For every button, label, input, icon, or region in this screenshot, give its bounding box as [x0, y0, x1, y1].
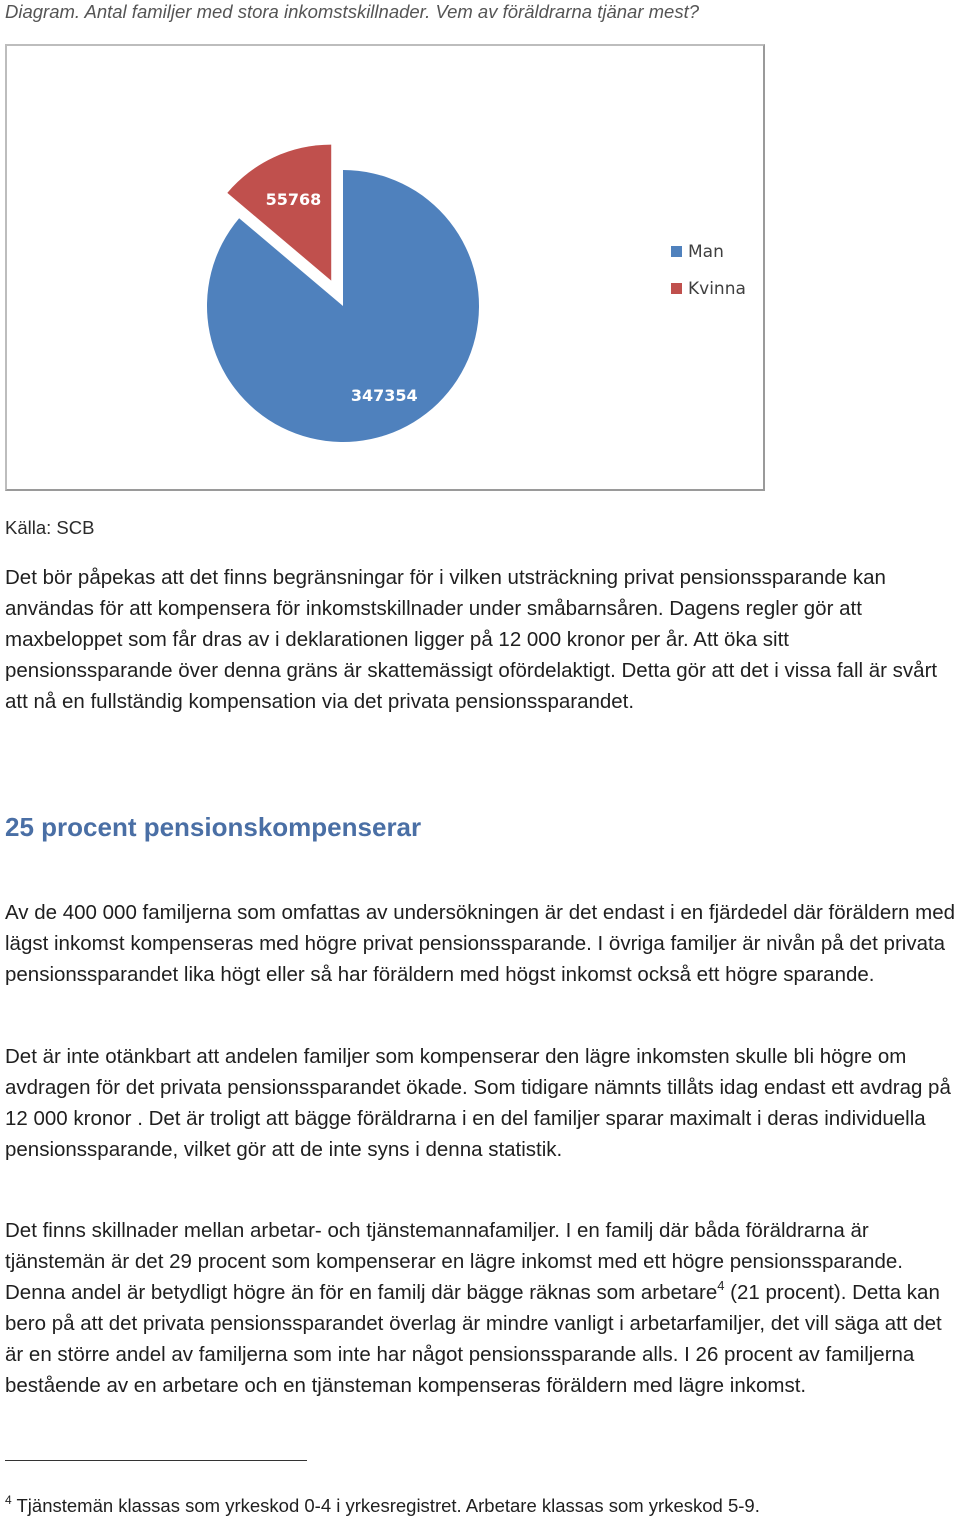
- legend-swatch-kvinna: [671, 283, 682, 294]
- legend-label-kvinna: Kvinna: [688, 279, 746, 299]
- paragraph-4-text-start: Det finns skillnader mellan arbetar- och tjänstemannafamiljer. I en familj där båda föräldrarna är tjänstemän är det 29 procent som kompenserar en lägre inkomst med ett högre pensionssparande. Denna andel är betydligt högre än för en familj där bägge räknas som arbetare: [5, 1219, 903, 1304]
- legend-swatch-man: [671, 246, 682, 257]
- data-label-kvinna: 55768: [265, 190, 322, 210]
- paragraph-3: Det är inte otänkbart att andelen familjer som kompenserar den lägre inkomsten skulle bli högre om avdragen för det privata pensionssparandet ökade. Som tidigare nämnts tillåts idag endast ett avdrag på 12 000 kronor . Det är troligt att bägge föräldrarna i en del familjer sparar maximalt i deras individuella pensionssparande, vilket gör att de inte syns i denna statistik.: [5, 1045, 951, 1161]
- data-label-man: 347354: [350, 385, 418, 405]
- paragraph-1: Det bör påpekas att det finns begränsningar för i vilken utsträckning privat pensionssparande kan användas för att kompensera för inkomstskillnader under småbarnsåren. Dagens regler gör att maxbeloppet som får dras av i deklarationen ligger på 12 000 kronor per år. Att öka sitt pensionssparande över denna gräns är skattemässigt ofördelaktigt. Detta gör att det i vissa fall är svårt att nå en fullständig kompensation via det privata pensionssparandet.: [5, 566, 938, 713]
- paragraph-4-text-end: (21 procent). Detta kan bero på att det privata pensionssparandet överlag är mindre vanligt i arbetarfamiljer, det vill säga att det är en större andel av familjerna som inte har något pensionssparande alls. I 26 procent av familjerna bestående av en arbetare och en tjänsteman kompenseras föräldern med lägre inkomst.: [5, 1281, 942, 1397]
- source-note: Källa: SCB: [5, 517, 95, 538]
- pie-slice-man: [207, 170, 479, 442]
- footnote: [5, 1494, 760, 1518]
- pie-chart: [5, 44, 765, 491]
- pie-chart-svg: [7, 46, 763, 489]
- paragraph-2: Av de 400 000 familjerna som omfattas av undersökningen är det endast i en fjärdedel där föräldern med lägst inkomst kompenseras med högre privat pensionssparande. I övriga familjer är nivån på det privata pensionssparandet lika högt eller så har föräldern med högst inkomst också ett högre sparande.: [5, 901, 956, 986]
- footnote-reference[interactable]: 4: [717, 1278, 725, 1293]
- legend-label-man: Man: [688, 242, 724, 262]
- section-heading: 25 procent pensionskompenserar: [5, 812, 422, 842]
- footnote-divider: [5, 1460, 307, 1461]
- footnote-text: Tjänstemän klassas som yrkeskod 0-4 i yrkesregistret. Arbetare klassas som yrkeskod 5-9.: [11, 1495, 760, 1516]
- chart-caption: Diagram. Antal familjer med stora inkomstskillnader. Vem av föräldrarna tjänar mest?: [5, 1, 700, 22]
- footnote-number: 4: [5, 1493, 12, 1507]
- paragraph-4: [5, 1215, 960, 1401]
